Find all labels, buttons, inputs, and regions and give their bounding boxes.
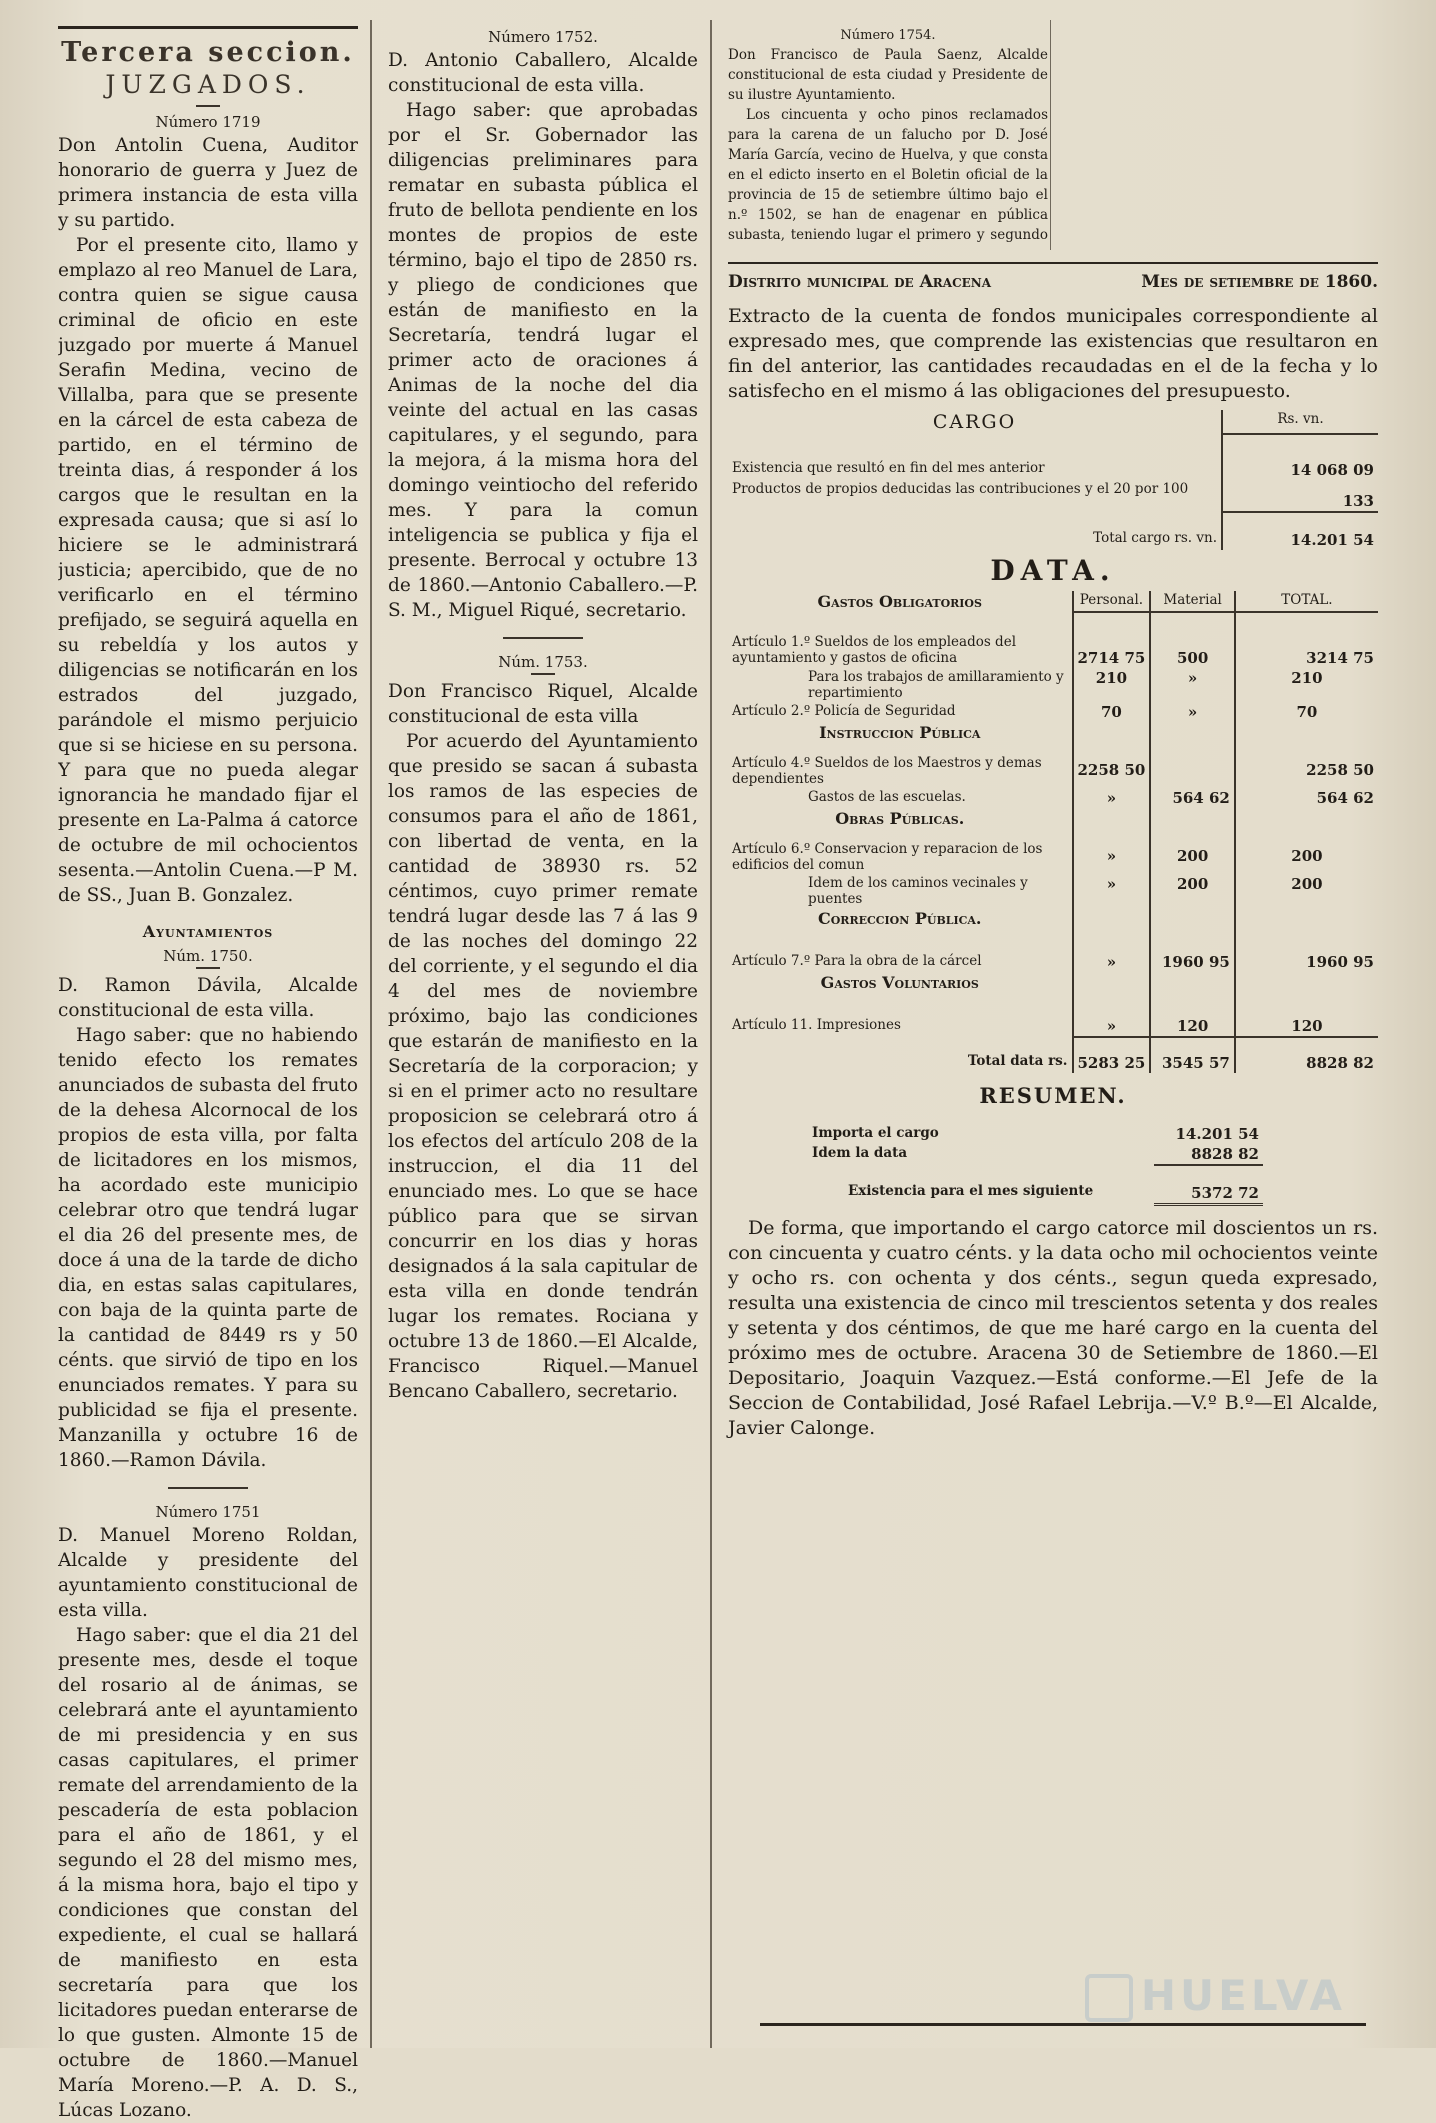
data-row-total: 3214 75	[1235, 612, 1378, 668]
total-data-total: 8828 82	[1235, 1037, 1378, 1073]
existencia-value: 5372 72	[1154, 1165, 1263, 1205]
ayuntamientos-heading: Ayuntamientos	[142, 922, 274, 941]
notice-body: Hago saber: que el dia 21 del presente mes, desde el toque del rosario al de ánimas, se celebrará ante el ayuntamiento de mi presidencia y en sus casas capitulares, el primer remate del arrendamiento de la pescadería de esta poblacion para el año de 1861, y el segundo el 28 del mismo mes, á la misma hora, bajo el tipo y condiciones que constan del expediente, el cual se hallará de manifiesto en esta secretaría para que los licitadores puedan enterarse de lo que gusten. Almonte 15 de octubre de 1860.—Manuel María Moreno.—P. A. D. S., Lúcas Lozano.	[58, 1625, 358, 2121]
data-row-material	[1150, 743, 1235, 788]
group-heading: Correccion Pública.	[817, 909, 982, 928]
section-subtitle: JUZGADOS.	[105, 70, 311, 99]
separator	[168, 1487, 248, 1489]
data-row-personal: »	[1073, 829, 1151, 874]
column-1	[58, 22, 358, 2123]
separator	[503, 637, 583, 639]
column-rule	[370, 20, 372, 2048]
data-row-personal: 2714 75	[1073, 612, 1151, 668]
notice-number: Núm. 1753.	[498, 653, 588, 671]
data-row-personal: »	[1073, 874, 1151, 908]
data-row-personal: 2258 50	[1073, 743, 1151, 788]
data-table	[728, 591, 1378, 1073]
data-row-total: 564 62	[1235, 788, 1378, 808]
col-head-gastos: Gastos Obligatorios	[817, 592, 982, 611]
notice-heading: D. Antonio Caballero, Alcalde constitucional de esta villa.	[388, 50, 698, 96]
notice-number: Número 1752.	[488, 28, 598, 46]
cargo-total-label: Total cargo rs. vn.	[1093, 530, 1217, 546]
data-row-label: Artículo 4.º Sueldos de los Maestros y demas dependientes	[732, 755, 1042, 787]
data-row-total: 200	[1235, 829, 1378, 874]
cargo-total-value: 14.201 54	[1222, 512, 1378, 550]
data-row-total: 120	[1235, 993, 1378, 1037]
total-data-personal: 5283 25	[1073, 1037, 1151, 1073]
library-watermark	[1085, 1971, 1346, 2023]
divider	[531, 673, 555, 675]
group-heading: Instruccion Pública	[819, 723, 981, 742]
watermark-text: HUELVA	[1140, 1970, 1346, 2020]
cargo-unit: Rs. vn.	[1222, 410, 1378, 434]
notice-number: Número 1754.	[840, 28, 936, 43]
data-row-label: Artículo 11. Impresiones	[732, 1017, 901, 1033]
account-section	[728, 262, 1378, 1441]
notice-body: Los cincuenta y ocho pinos reclamados para la carena de un falucho por D. José María García, vecino de Huelva, y que consta en el edicto inserto en el Boletin oficial de la provincia de 15 de setiembre último bajo el n.º 1502, se han de enagenar en pública subasta, teniendo lugar el primero y segundo	[728, 107, 1048, 242]
resumen-value: 14.201 54	[1175, 1125, 1259, 1143]
divider	[196, 105, 220, 107]
data-row-label: Gastos de las escuelas.	[808, 789, 966, 805]
data-row-total: 1960 95	[1235, 929, 1378, 972]
notice-heading: D. Ramon Dávila, Alcalde constitucional de esta villa.	[58, 975, 358, 1021]
district-title: Distrito municipal de Aracena	[728, 272, 992, 292]
column-rule	[1050, 20, 1051, 250]
cargo-table	[728, 410, 1378, 550]
total-data-material: 3545 57	[1150, 1037, 1235, 1073]
total-data-label: Total data rs.	[967, 1053, 1068, 1069]
top-rule	[58, 26, 358, 29]
data-row-personal: »	[1073, 993, 1151, 1037]
account-extract: Extracto de la cuenta de fondos municipales correspondiente al expresado mes, que comprende las existencias que resultaron en fin del anterior, las cantidades recaudadas en el de la fecha y lo satisfecho en el mismo á las obligaciones del presupuesto.	[728, 305, 1378, 402]
library-logo-icon	[1085, 1974, 1133, 2022]
data-row-personal: 70	[1073, 702, 1151, 722]
notice-body: Hago saber: que aprobadas por el Sr. Gobernador las diligencias preliminares para rematar en subasta pública el fruto de bellota pendiente en los montes de propios de este término, bajo el tipo de 2850 rs. y pliego de condiciones que están de manifiesto en la Secretaría, tendrá lugar el primer acto de oraciones á Animas de la noche del dia veinte del actual en las casas capitulares, y el segundo, para la mejora, á la misma hora del domingo veintiocho del referido mes. Y para la comun inteligencia se publica y fija el presente. Berrocal y octubre 13 de 1860.—Antonio Caballero.—P. S. M., Miguel Riqué, secretario.	[388, 100, 698, 621]
data-row-material: »	[1150, 702, 1235, 722]
data-row-label: Artículo 7.º Para la obra de la cárcel	[732, 953, 982, 969]
resumen-table	[808, 1124, 1263, 1206]
data-row-label: Artículo 6.º Conservacion y reparacion de los edificios del comun	[732, 841, 1043, 873]
divider	[196, 967, 220, 969]
col-head-personal: Personal.	[1073, 591, 1151, 612]
data-row-material: 200	[1150, 874, 1235, 908]
col-head-material: Material	[1150, 591, 1235, 612]
cargo-title: CARGO	[932, 411, 1017, 433]
cargo-row-label: Existencia que resultó en fin del mes anterior	[732, 460, 1045, 476]
notice-heading: Don Antolin Cuena, Auditor honorario de guerra y Juez de primera instancia de esta villa y su partido.	[58, 135, 358, 231]
bottom-rule	[760, 2023, 1366, 2026]
resumen-title: RESUMEN.	[979, 1083, 1127, 1108]
col-head-total: TOTAL.	[1235, 591, 1378, 612]
cargo-row-value: 14 068 09	[1222, 434, 1378, 480]
data-row-material: 564 62	[1150, 788, 1235, 808]
cargo-row-label: Productos de propios deducidas las contribuciones y el 20 por 100	[732, 481, 1189, 497]
notice-heading: Don Francisco Riquel, Alcalde constitucional de esta villa	[388, 681, 698, 727]
closing-paragraph: De forma, que importando el cargo catorce mil doscientos un rs. con cincuenta y cuatro cénts. y la data ocho mil ochocientos veinte y ocho rs. con ochenta y dos cénts., segun queda expresado, resulta una existencia de cinco mil trescientos setenta y dos reales y setenta y dos céntimos, de que me haré cargo en la cuenta del próximo mes de octubre. Aracena 30 de Setiembre de 1860.—El Depositario, Joaquin Vazquez.—Está conforme.—El Jefe de la Seccion de Contabilidad, José Rafael Lebrija.—V.º B.º—El Alcalde, Javier Calonge.	[728, 1217, 1378, 1439]
resumen-label: Idem la data	[812, 1145, 908, 1161]
notice-number: Núm. 1750.	[163, 947, 253, 965]
data-row-material: »	[1150, 668, 1235, 702]
column-rule	[710, 20, 712, 2048]
data-row-label: Artículo 1.º Sueldos de los empleados del ayuntamiento y gastos de oficina	[732, 634, 1017, 666]
cargo-row-value: 133	[1222, 480, 1378, 512]
account-header	[728, 262, 1378, 292]
data-row-material: 200	[1150, 829, 1235, 874]
column-2	[388, 22, 698, 1404]
notice-body: Hago saber: que no habiendo tenido efecto los remates anunciados de subasta del fruto de la dehesa Alcornocal de los propios de esta villa, por falta de licitadores en los mismos, ha acordado este municipio celebrar otro que tendrá lugar el dia 26 del presente mes, de doce á una de la tarde de dicho dia, en estas salas capitulares, con baja de la quinta parte de la cantidad de 8449 rs y 50 cénts. que sirvió de tipo en los enunciados remates. Y para su publicidad se fija el presente. Manzanilla y octubre 16 de 1860.—Ramon Dávila.	[58, 1025, 358, 1471]
data-row-material: 500	[1150, 612, 1235, 668]
data-row-material: 1960 95	[1150, 929, 1235, 972]
notice-heading: Don Francisco de Paula Saenz, Alcalde constitucional de esta ciudad y Presidente de su ilustre Ayuntamiento.	[728, 47, 1048, 103]
group-heading: Obras Públicas.	[835, 809, 965, 828]
data-row-label: Para los trabajos de amillaramiento y repartimiento	[808, 669, 1064, 701]
notice-number: Número 1719	[155, 113, 261, 131]
data-row-personal: »	[1073, 929, 1151, 972]
section-title: Tercera seccion.	[61, 37, 355, 68]
column-3-top	[728, 22, 1048, 242]
resumen-value: 8828 82	[1154, 1144, 1263, 1165]
notice-body: Por el presente cito, llamo y emplazo al reo Manuel de Lara, contra quien se sigue causa criminal de oficio en este juzgado por muerte á Manuel Serafin Medina, vecino de Villalba, para que se presente en la cárcel de esta cabeza de partido, en el término de treinta dias, á responder á los cargos que le resultan en la expresada causa; que si así lo hiciere se le administrará justicia; apercibido, que de no verificarlo en el término prefijado, se seguirá aquella en su rebeldía y los autos y diligencias se notificarán en los estrados del juzgado, parándole el mismo perjuicio que si se hiciese en su persona. Y para que no pueda alegar ignorancia he mandado fijar el presente en La-Palma á catorce de octubre de mil ochocientos sesenta.—Antolin Cuena.—P M. de SS., Juan B. Gonzalez.	[58, 235, 358, 906]
month-title: Mes de setiembre de 1860.	[1141, 272, 1378, 292]
group-heading: Gastos Voluntarios	[820, 973, 979, 992]
data-row-label: Artículo 2.º Policía de Seguridad	[732, 703, 956, 719]
resumen-label: Importa el cargo	[812, 1125, 939, 1141]
notice-body: Por acuerdo del Ayuntamiento que presido se sacan á subasta los ramos de las especies de consumos para el año de 1861, con libertad de venta, en la cantidad de 38930 rs. 52 céntimos, cuyo primer remate tendrá lugar desde las 7 á las 9 de las noches del domingo 22 del corriente, y el segundo el dia 4 del mes de noviembre próximo, bajo las condiciones que estarán de manifiesto en la Secretaría de la corporacion; y si en el primer acto no resultare proposicion se celebrará otro á los efectos del artículo 208 de la instruccion, el dia 11 del enunciado mes. Lo que se hace público para que se sirvan concurrir en los dias y horas designados á la sala capitular de esta villa en donde tendrán lugar los remates. Rociana y octubre 13 de 1860.—El Alcalde, Francisco Riquel.—Manuel Bencano Caballero, secretario.	[388, 731, 698, 1402]
notice-heading: D. Manuel Moreno Roldan, Alcalde y presidente del ayuntamiento constitucional de esta villa.	[58, 1525, 358, 1621]
data-row-material: 120	[1150, 993, 1235, 1037]
data-title: DATA.	[990, 554, 1116, 587]
data-row-total: 210	[1235, 668, 1378, 702]
data-row-personal: »	[1073, 788, 1151, 808]
notice-number: Número 1751	[155, 1503, 261, 1521]
data-row-label: Idem de los caminos vecinales y puentes	[808, 875, 1028, 907]
existencia-label: Existencia para el mes siguiente	[848, 1183, 1094, 1199]
data-row-total: 200	[1235, 874, 1378, 908]
data-row-personal: 210	[1073, 668, 1151, 702]
data-row-total: 2258 50	[1235, 743, 1378, 788]
data-row-total: 70	[1235, 702, 1378, 722]
